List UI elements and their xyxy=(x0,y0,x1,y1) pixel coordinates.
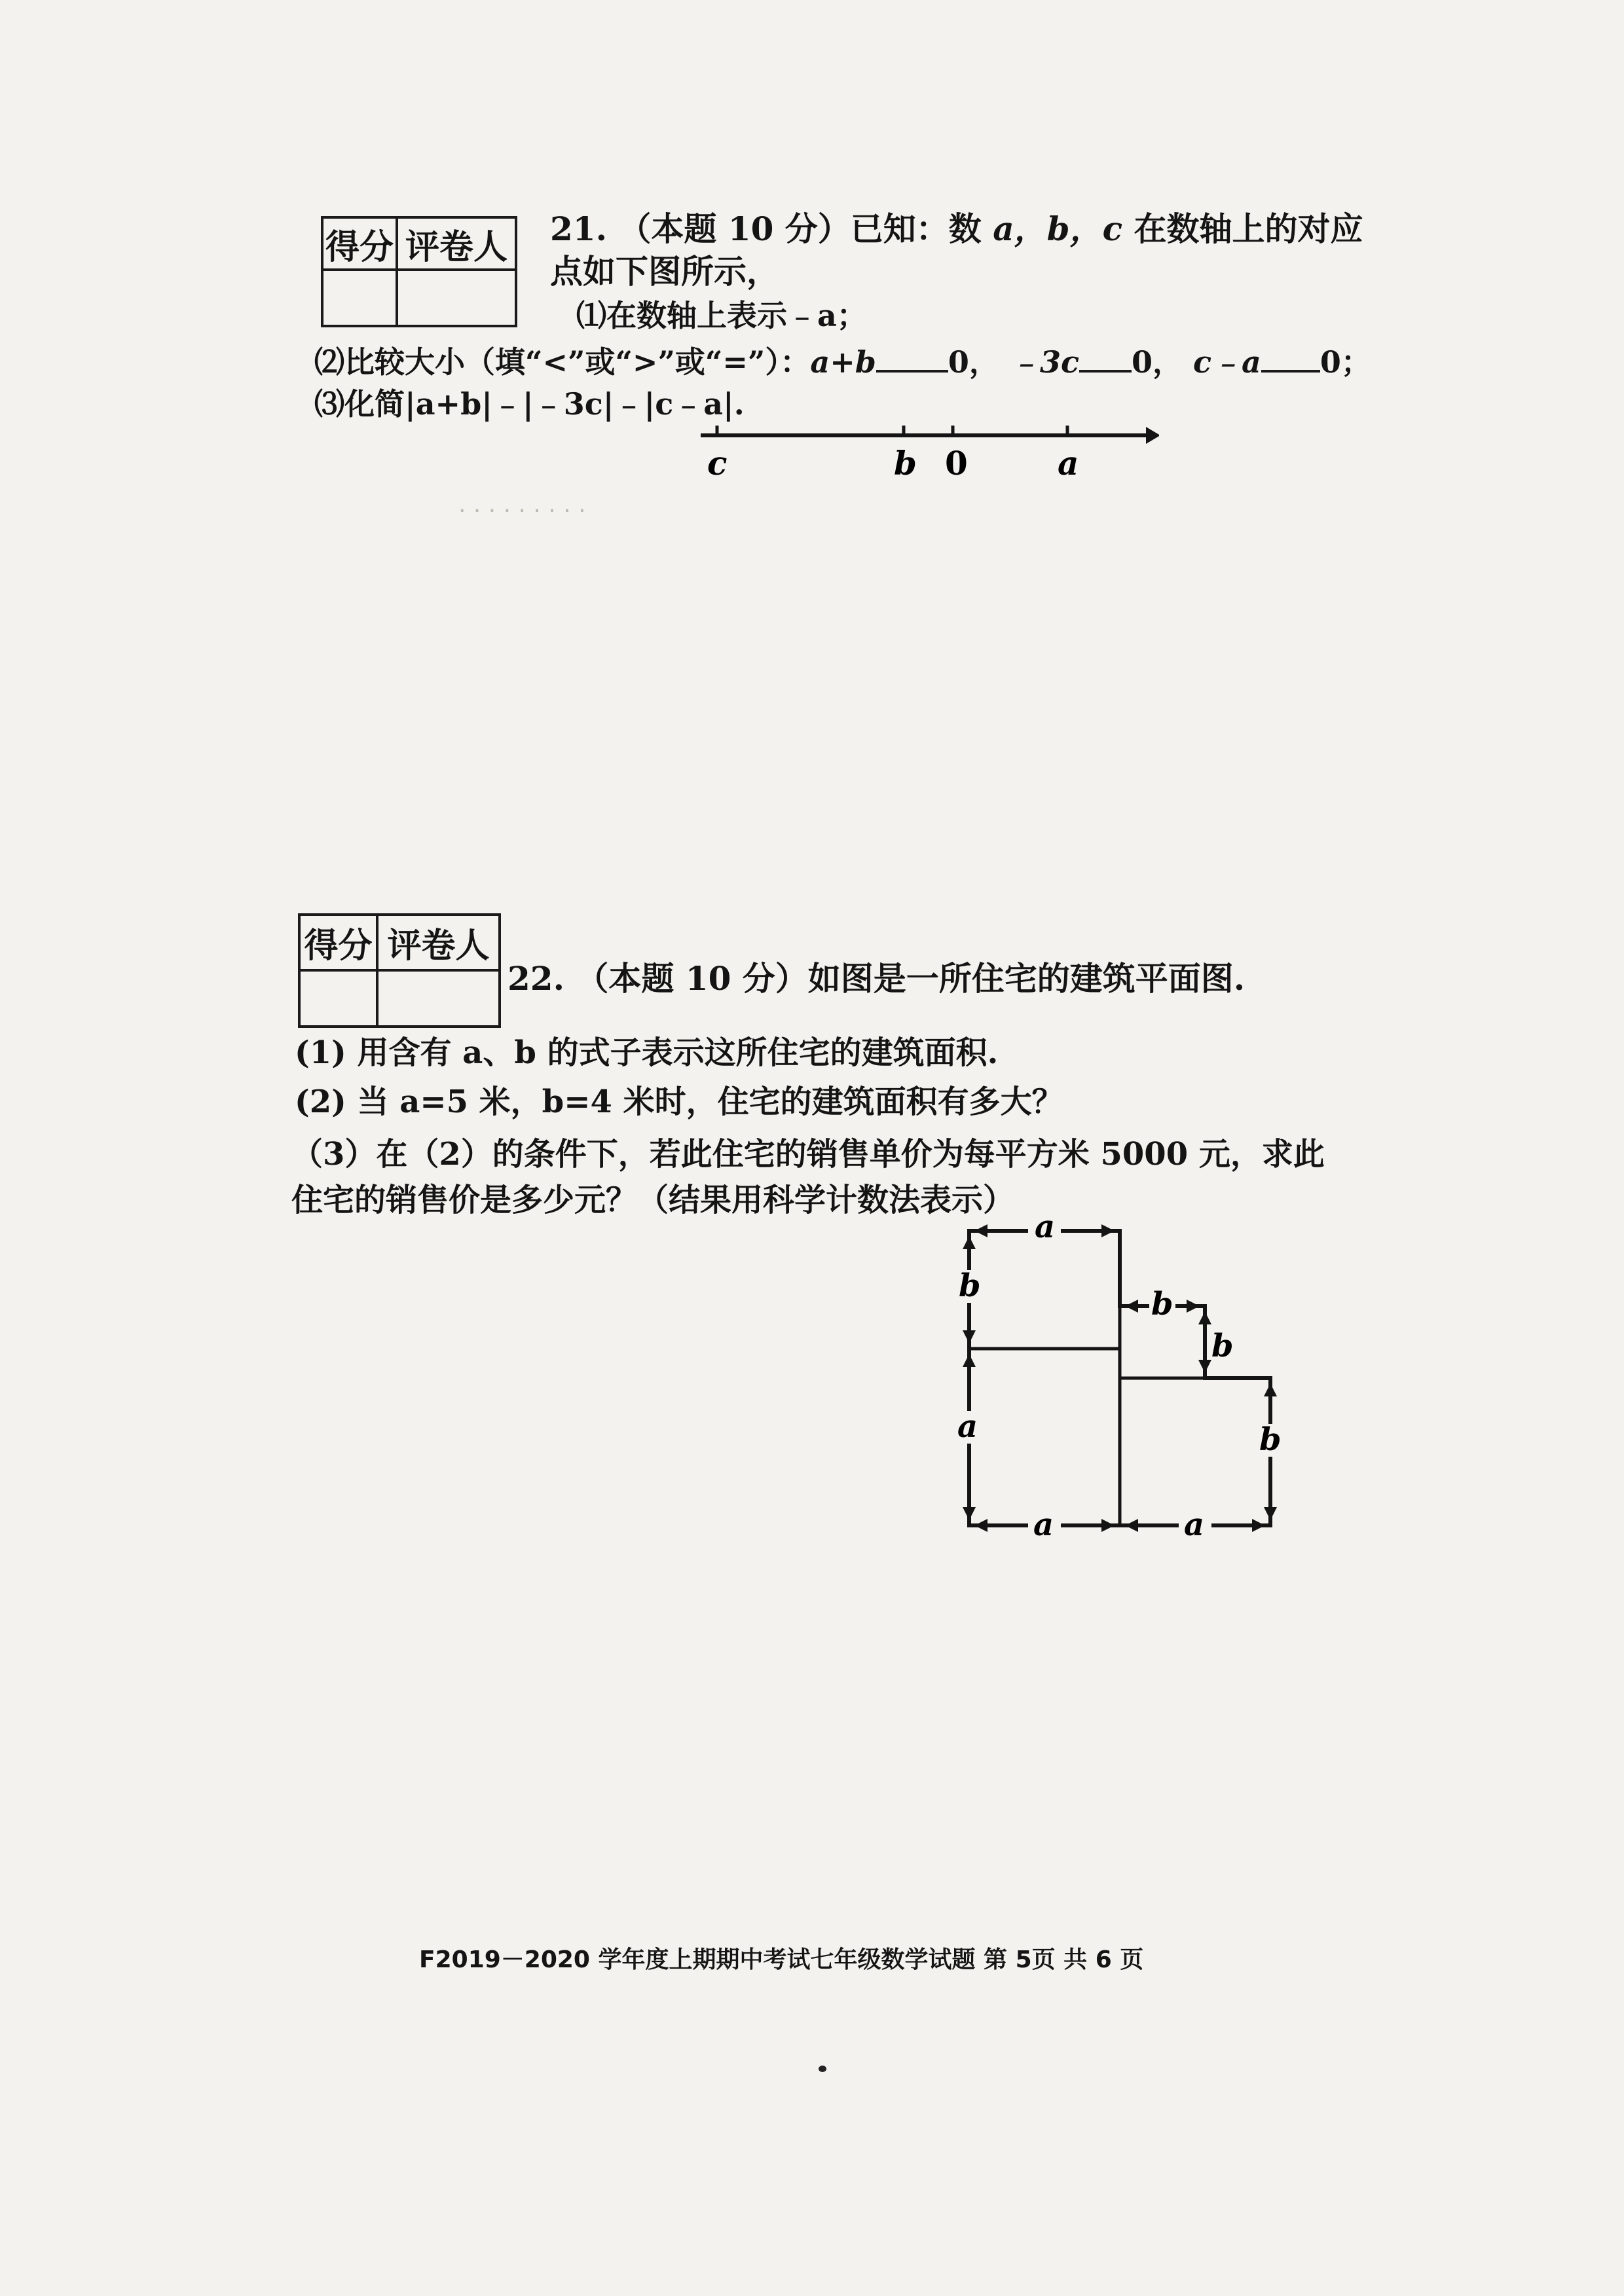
score-label: 得分 xyxy=(322,217,397,270)
q21-part1: ⑴在数轴上表示﹣a； xyxy=(576,298,867,333)
floor-plan-diagram xyxy=(930,1211,1336,1565)
q22-part3-line1: （3）在（2）的条件下，若此住宅的销售单价为每平方米 5000 元，求此 xyxy=(291,1136,1325,1173)
q22-part3-line2: 住宅的销售价是多少元？（结果用科学计数法表示） xyxy=(291,1182,1015,1218)
dim-label-left-b: b xyxy=(959,1267,981,1304)
dim-label-mid-b-h: b xyxy=(1151,1286,1173,1322)
q22-title: 22. （本题 10 分）如图是一所住宅的建筑平面图. xyxy=(507,959,1246,998)
dim-label-mid-b-v: b xyxy=(1211,1328,1234,1364)
bleed-through-text: · · · · · · · · · xyxy=(458,498,586,524)
blank-2[interactable] xyxy=(1079,344,1132,373)
label-zero: 0 xyxy=(945,444,968,483)
q21-part3: ⑶化简|a+b|﹣|﹣3c|﹣|c﹣a|. xyxy=(314,386,745,422)
dim-label-right-b: b xyxy=(1259,1421,1282,1458)
q22-score-box xyxy=(298,913,501,1028)
q21-title: 21. （本题 10 分）已知：数 a，b，c 在数轴上的对应 xyxy=(550,210,1363,248)
dim-label-bottom-a2: a xyxy=(1184,1506,1205,1543)
dim-label-bottom-a1: a xyxy=(1033,1506,1054,1543)
number-line xyxy=(688,412,1159,484)
q22-part1: (1) 用含有 a、b 的式子表示这所住宅的建筑面积. xyxy=(295,1034,999,1071)
grader-label: 评卷人 xyxy=(397,217,516,270)
dim-label-left-a: a xyxy=(957,1408,978,1445)
dim-label-top-a: a xyxy=(1035,1211,1056,1245)
grader-label: 评卷人 xyxy=(377,915,500,970)
score-cell[interactable] xyxy=(322,270,397,326)
blank-3[interactable] xyxy=(1261,344,1320,373)
label-c: c xyxy=(707,444,728,483)
score-cell[interactable] xyxy=(299,970,377,1027)
page-footer: F2019－2020 学年度上期期中考试七年级数学试题 第 5页 共 6 页 xyxy=(419,1946,1144,1973)
number-line-arrow xyxy=(1146,427,1159,444)
q21-score-box xyxy=(321,216,517,327)
label-a: a xyxy=(1058,444,1079,483)
grader-cell[interactable] xyxy=(377,970,500,1027)
scan-speck xyxy=(819,2066,826,2072)
label-b: b xyxy=(894,444,917,483)
grader-cell[interactable] xyxy=(397,270,516,326)
q21-title-line2: 点如下图所示， xyxy=(550,252,779,291)
blank-1[interactable] xyxy=(876,344,948,373)
score-label: 得分 xyxy=(299,915,377,970)
q22-part2: (2) 当 a=5 米，b=4 米时，住宅的建筑面积有多大？ xyxy=(295,1084,1063,1120)
q21-part2: ⑵比较大小（填“<”或“>”或“=”）：a+b 0， ﹣3c 0， c﹣a 0； xyxy=(314,344,1371,380)
